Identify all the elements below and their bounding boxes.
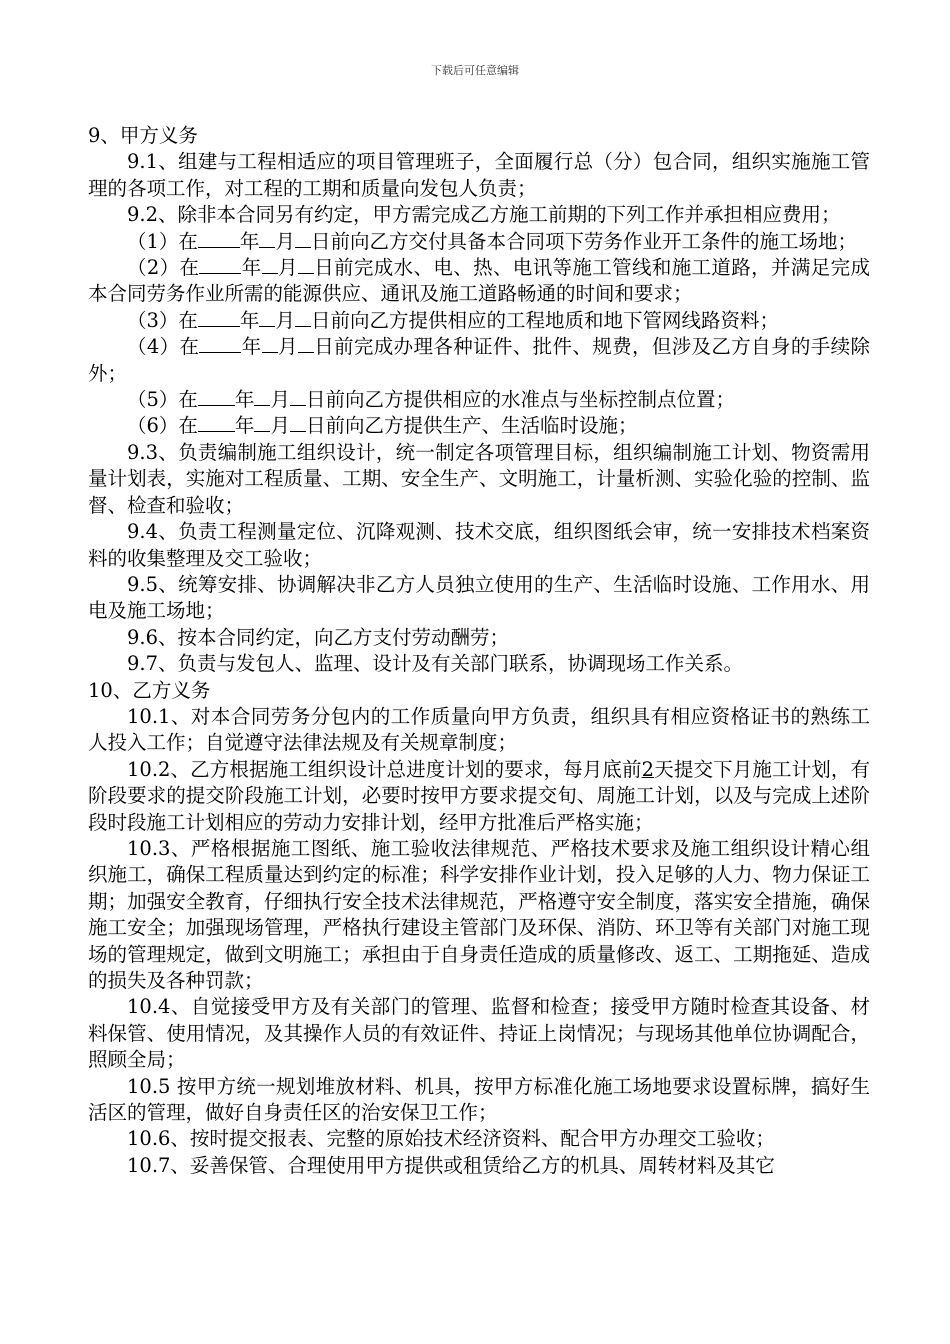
month-label: 月 (275, 308, 295, 332)
clause-9-1: 9.1、组建与工程相适应的项目管理班子，全面履行总（分）包合同，组织实施施工管理的各项工作，对工程的工期和质量向发包人负责； (88, 150, 870, 200)
year-label: 年 (241, 335, 262, 359)
year-blank (198, 308, 240, 327)
clause-9-2-item-2 (88, 255, 870, 308)
day-blank (295, 229, 311, 248)
clause-9-2: 9.2、除非本合同另有约定，甲方需完成乙方施工前期的下列工作并承担相应费用； (127, 203, 841, 227)
day-blank (290, 413, 306, 432)
clause-9-6: 9.6、按本合同约定，向乙方支付劳动酬劳； (127, 625, 510, 649)
clause-9-5: 9.5、统筹安排、协调解决非乙方人员独立使用的生产、生活临时设施、工作用水、用电及施工场地； (88, 572, 870, 623)
document-body (88, 123, 870, 1179)
month-label: 月 (270, 414, 290, 438)
clause-9-4: 9.4、负责工程测量定位、沉降观测、技术交底，组织图纸会审，统一安排技术档案资料的收集整理及交工验收； (88, 520, 870, 570)
clause-10-2 (88, 757, 870, 836)
month-label: 月 (277, 335, 298, 359)
clause-9-7: 9.7、负责与发包人、监理、设计及有关部门联系，协调现场工作关系。 (127, 652, 744, 676)
month-label: 月 (277, 256, 298, 280)
day-blank (295, 308, 311, 327)
item-prefix: （6）在 (127, 414, 198, 438)
year-blank (199, 334, 241, 353)
year-label: 年 (234, 388, 255, 412)
item-text: 日前向乙方提供相应的工程地质和地下管网线路资料； (310, 308, 779, 332)
month-blank (262, 255, 278, 274)
year-blank (199, 255, 241, 274)
clause-9-2-item-3 (88, 308, 870, 334)
item-prefix: （4）在 (127, 335, 200, 359)
clause-10-6: 10.6、按时提交报表、完整的原始技术经济资料、配合甲方办理交工验收； (127, 1127, 775, 1151)
year-label: 年 (241, 256, 262, 280)
clause-9-2-item-6 (88, 413, 870, 439)
day-blank (298, 334, 314, 353)
section-10-title: 10、乙方义务 (88, 678, 211, 702)
clause-10-1: 10.1、对本合同劳务分包内的工作质量向甲方负责，组织具有相应资格证书的熟练工人投入工作；自觉遵守法律法规及有关规章制度； (88, 704, 870, 755)
month-label: 月 (270, 388, 290, 412)
clause-9-3: 9.3、负责编制施工组织设计，统一制定各项管理目标，组织编制施工计划、物资需用量计划表，实施对工程质量、工期、安全生产、文明施工，计量析测、实验化验的控制、监督、检查和验收； (88, 440, 870, 517)
month-blank (262, 334, 278, 353)
year-blank (198, 387, 235, 406)
month-blank (254, 413, 270, 432)
clause-9-2-item-4 (88, 334, 870, 387)
item-prefix: （3）在 (127, 308, 198, 332)
year-label: 年 (239, 308, 260, 332)
year-label: 年 (239, 229, 260, 253)
clause-10-7: 10.7、妥善保管、合理使用甲方提供或租赁给乙方的机具、周转材料及其它 (127, 1153, 775, 1177)
item-text: 日前向乙方交付具备本合同项下劳务作业开工条件的施工场地； (310, 229, 857, 253)
section-9-title: 9、甲方义务 (88, 124, 198, 147)
month-blank (254, 387, 270, 406)
clause-10-3: 10.3、严格根据施工图纸、施工验收法律规范、严格技术要求及施工组织设计精心组织施工，确保工程质量达到约定的标准；科学安排作业计划，投入足够的人力、物力保证工期；加强安全教育，仔细执行安全技术法律规范，严格遵守安全制度，落实安全措施，确保施工安全；加强现场管理，严格执行建设主管部门及环保、消防、环卫等有关部门对施工现场的管理规定，做到文明施工；承担由于自身责任造成的质量修改、返工、工期拖延、造成的损失及各种罚款； (88, 836, 870, 992)
days-value: 2 (641, 757, 655, 781)
item-prefix: （5）在 (127, 388, 198, 412)
clause-text: 10.2、乙方根据施工组织设计总进度计划的要求，每月底前 (127, 757, 642, 781)
item-text: 日前向乙方提供生产、生活临时设施； (305, 414, 638, 438)
clause-10-4: 10.4、自觉接受甲方及有关部门的管理、监督和检查；接受甲方随时检查其设备、材料保管、使用情况，及其操作人员的有效证件、持证上岗情况；与现场其他单位协调配合，照顾全局； (88, 995, 870, 1072)
clause-text: 天提交下月施工计划，有阶段要求的提交阶段施工计划，必要时按甲方要求提交旬、周施工计划，以及与完成上述阶段时段施工计划相应的劳动力安排计划，经甲方批准后严格实施； (88, 757, 870, 834)
year-blank (198, 229, 240, 248)
month-blank (259, 308, 275, 327)
item-text: 日前向乙方提供相应的水准点与坐标控制点位置； (305, 388, 735, 412)
day-blank (298, 255, 314, 274)
item-prefix: （1）在 (127, 229, 198, 253)
month-blank (259, 229, 275, 248)
clause-9-2-item-5 (88, 387, 870, 413)
item-prefix: （2）在 (127, 256, 200, 280)
year-blank (198, 413, 235, 432)
month-label: 月 (275, 229, 295, 253)
year-label: 年 (234, 414, 255, 438)
page-header: 下载后可任意编辑 (431, 64, 519, 77)
day-blank (290, 387, 306, 406)
item-text: 日前完成水、电、热、电讯等施工管线和施工道路，并满足完成本合同劳务作业所需的能源供应、通讯及施工道路畅通的时间和要求； (88, 256, 870, 306)
clause-10-5: 10.5 按甲方统一规划堆放材料、机具，按甲方标准化施工场地要求设置标牌，搞好生活区的管理，做好自身责任区的治安保卫工作； (88, 1074, 870, 1125)
clause-9-2-item-1 (88, 229, 870, 255)
item-text: 日前完成办理各种证件、批件、规费，但涉及乙方自身的手续除外； (88, 335, 870, 385)
